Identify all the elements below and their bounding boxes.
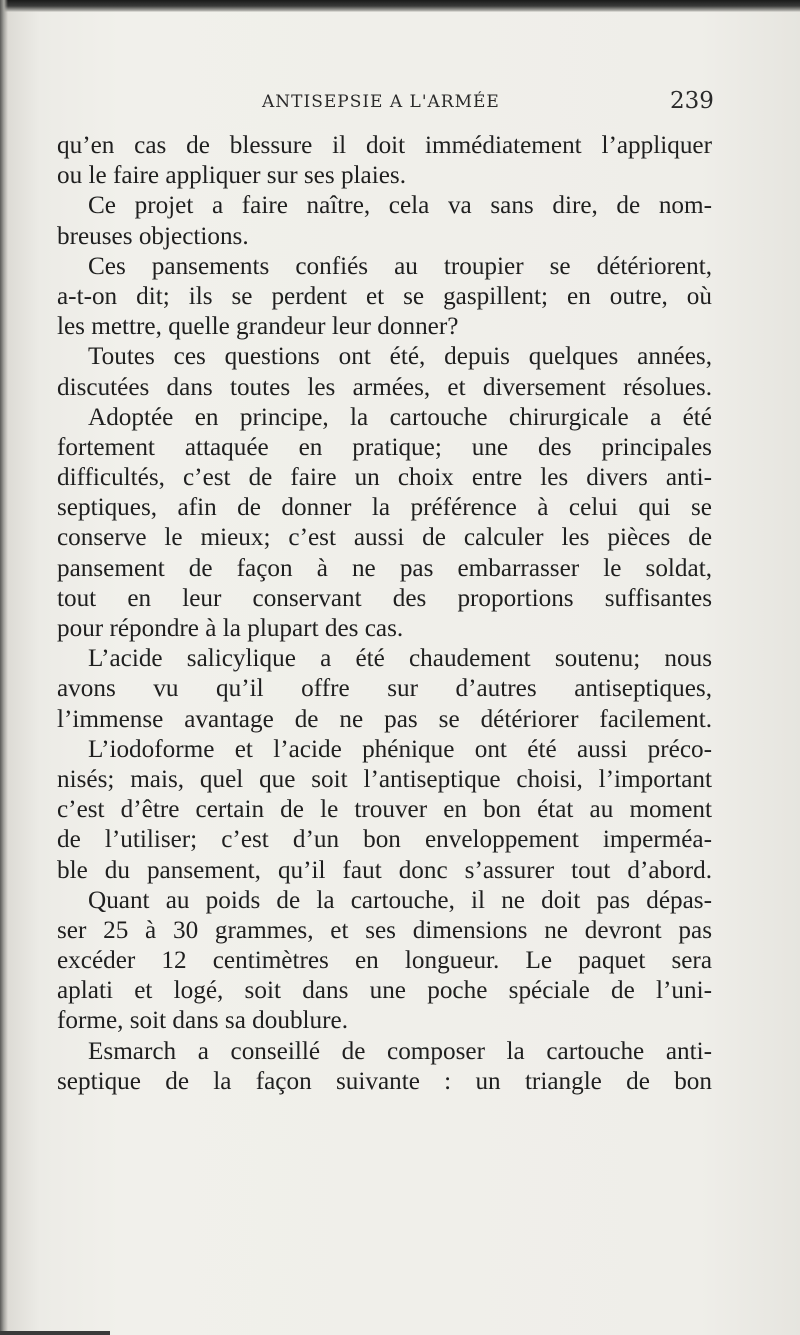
running-title: ANTISEPSIE A L'ARMÉE (262, 92, 500, 112)
text-line: les mettre, quelle grandeur leur donner? (57, 313, 459, 341)
text-line: Ce projet a faire naître, cela va sans dire, de nom- (88, 192, 712, 220)
text-line: ser 25 à 30 grammes, et ses dimensions ne devront pas (57, 916, 712, 944)
text-line: Ces pansements confiés au troupier se détériorent, (88, 252, 712, 280)
text-line: conserve le mieux; c’est aussi de calculer les pièces de (57, 524, 712, 552)
text-line: pour répondre à la plupart des cas. (57, 615, 404, 642)
text-line: fortement attaquée en pratique; une des principales (57, 433, 712, 461)
text-line: Quant au poids de la cartouche, il ne doit pas dépas- (88, 886, 712, 914)
text-line: difficultés, c’est de faire un choix entre les divers anti- (57, 464, 712, 492)
text-line: ou le faire appliquer sur ses plaies. (57, 162, 407, 190)
text-line: qu’en cas de blessure il doit immédiatement l’appliquer (57, 132, 712, 159)
text-line: excéder 12 centimètres en longueur. Le paquet sera (57, 947, 712, 975)
text-line: Adoptée en principe, la cartouche chirurgicale a été (88, 403, 712, 431)
text-line: l’immense avantage de ne pas se détériorer facilement. (57, 705, 712, 733)
text-line: L’iodoforme et l’acide phénique ont été aussi préco- (88, 735, 712, 763)
text-line: septique de la façon suivante : un triangle de bon (57, 1067, 712, 1095)
text-line: c’est d’être certain de le trouver en bon état au moment (57, 796, 712, 824)
text-line: Esmarch a conseillé de composer la cartouche anti- (88, 1037, 712, 1065)
text-line: discutées dans toutes les armées, et diversement résolues. (57, 373, 712, 401)
text-line: de l’utiliser; c’est d’un bon enveloppement imperméa- (57, 826, 712, 854)
page-number: 239 (670, 88, 714, 114)
text-line: pansement de façon à ne pas embarrasser le soldat, (57, 554, 712, 582)
text-line: septiques, afin de donner la préférence à celui qui se (57, 494, 712, 522)
text-line: avons vu qu’il offre sur d’autres antiseptiques, (57, 675, 712, 703)
text-line: aplati et logé, soit dans une poche spéciale de l’uni- (57, 977, 712, 1005)
text-line: L’acide salicylique a été chaudement soutenu; nous (88, 645, 712, 673)
text-line: a-t-on dit; ils se perdent et se gaspillent; en outre, où (57, 282, 712, 310)
scan-bottom-edge (0, 1331, 110, 1335)
text-line: Toutes ces questions ont été, depuis quelques années, (88, 343, 712, 371)
text-line: breuses objections. (57, 222, 249, 250)
scan-binding-edge (0, 0, 8, 1335)
body-text (57, 131, 712, 1097)
scan-top-edge (0, 0, 800, 12)
text-line: tout en leur conservant des proportions suffisantes (57, 584, 712, 612)
text-line: forme, soit dans sa doublure. (57, 1007, 348, 1035)
text-line: nisés; mais, quel que soit l’antiseptique choisi, l’important (57, 765, 712, 793)
text-line: ble du pansement, qu’il faut donc s’assurer tout d’abord. (57, 856, 712, 884)
